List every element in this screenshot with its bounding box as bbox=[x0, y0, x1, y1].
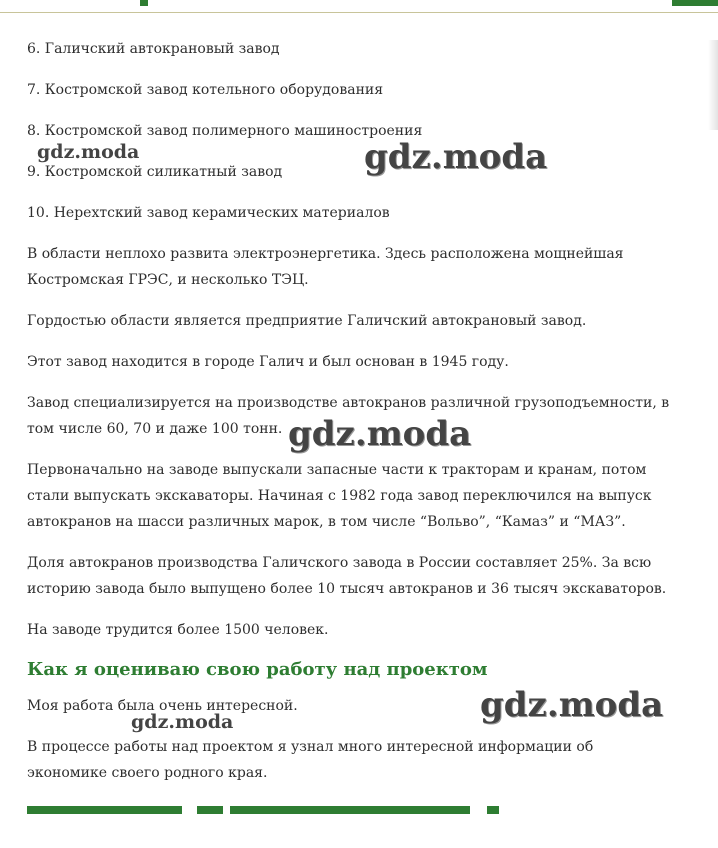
next-heading-cut bbox=[27, 806, 677, 814]
right-edge-shadow bbox=[708, 40, 718, 130]
paragraph-learned: В процессе работы над проектом я узнал много интересной информации об экономике своего родного края. bbox=[27, 739, 594, 781]
list-item-9: 9. Костромской силикатный завод bbox=[27, 164, 283, 180]
paragraph-pride: Гордостью области является предприятие Галичский автокрановый завод. bbox=[27, 313, 587, 329]
top-divider bbox=[0, 12, 718, 13]
paragraph-share: Доля автокранов производства Галичского завода в России составляет 25%. За всю историю завода было выпущено более 10 тысяч автокранов и 36 тысяч экскаваторов. bbox=[27, 555, 667, 597]
top-cut-bar bbox=[672, 0, 718, 6]
paragraph-founded: Этот завод находится в городе Галич и был основан в 1945 году. bbox=[27, 354, 509, 370]
list-item-8: 8. Костромской завод полимерного машиностроения bbox=[27, 123, 423, 139]
paragraph-history: Первоначально на заводе выпускали запасные части к тракторам и кранам, потом стали выпускать экскаваторы. Начиная с 1982 года завод переключился на выпуск автокранов на шасси различных марок, в том числе “Вольво”, “Камаз” и “МАЗ”. bbox=[27, 462, 652, 530]
watermark: gdz.moda bbox=[37, 141, 140, 163]
watermark: gdz.moda bbox=[288, 414, 472, 454]
paragraph-staff: На заводе трудится более 1500 человек. bbox=[27, 622, 329, 638]
top-cut-mark bbox=[140, 0, 148, 6]
list-item-10: 10. Нерехтский завод керамических материалов bbox=[27, 205, 390, 221]
list-item-7: 7. Костромской завод котельного оборудования bbox=[27, 82, 384, 98]
list-item-6: 6. Галичский автокрановый завод bbox=[27, 41, 280, 57]
article-content bbox=[27, 36, 677, 786]
watermark: gdz.moda bbox=[131, 711, 234, 733]
watermark: gdz.moda bbox=[364, 137, 548, 177]
paragraph-specialization: Завод специализируется на производстве автокранов различной грузоподъемности, в том числе 60, 70 и даже 100 тонн. bbox=[27, 395, 670, 437]
section-heading: Как я оцениваю свою работу над проектом bbox=[27, 659, 488, 680]
paragraph-energy: В области неплохо развита электроэнергетика. Здесь расположена мощнейшая Костромская ГРЭС, и несколько ТЭЦ. bbox=[27, 246, 624, 288]
watermark: gdz.moda bbox=[480, 685, 664, 725]
paragraph-self-assessment: Моя работа была очень интересной. bbox=[27, 698, 298, 714]
